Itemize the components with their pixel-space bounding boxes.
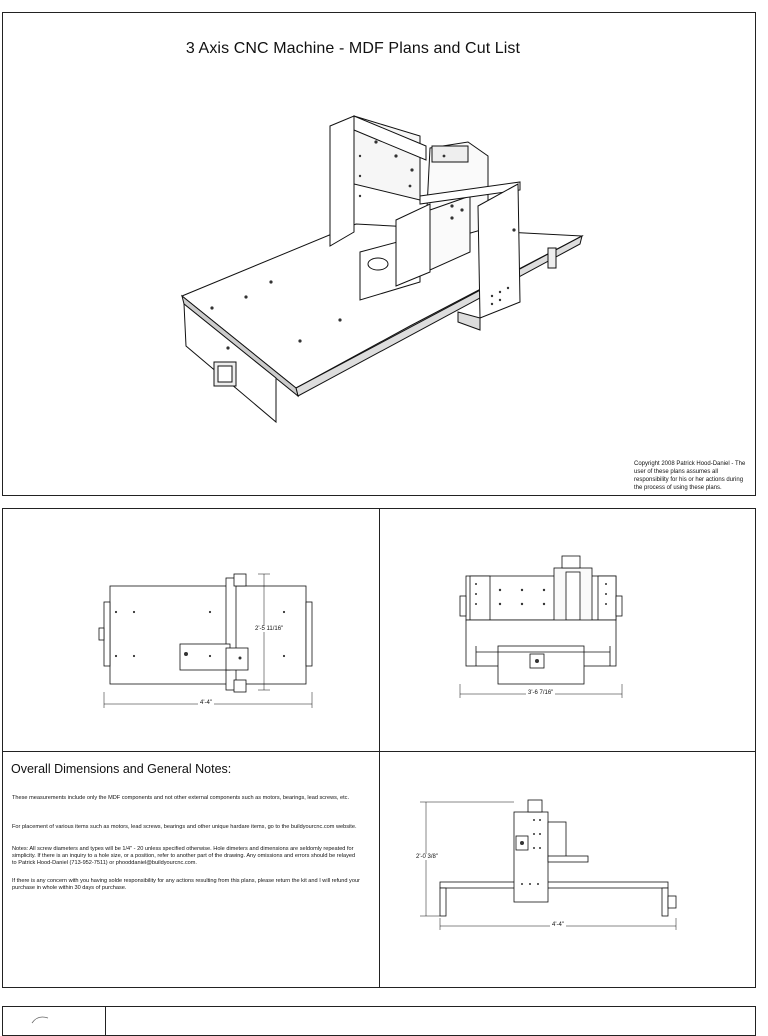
side-view-height-dimension: 2'-0 3/8" (416, 854, 438, 860)
top-view-width-dimension: 4'-4" (200, 700, 212, 706)
side-view-table (440, 882, 668, 888)
notes-heading: Overall Dimensions and General Notes: (11, 762, 232, 776)
logo-icon (30, 1014, 50, 1024)
front-view-width-dimension: 3'-6 7/16" (528, 690, 554, 696)
copyright-notice: Copyright 2008 Patrick Hood-Daniel - The user of these plans assumes all responsibility for his or her actions during the process of using these plans. (634, 461, 746, 491)
title-block-divider (105, 1006, 106, 1036)
side-view-width-dimension: 4'-4" (552, 922, 564, 928)
page-title: 3 Axis CNC Machine - MDF Plans and Cut List (185, 40, 521, 57)
notes-paragraph-1: These measurements include only the MDF components and not other external components such as motors, bearings, lead screws, etc. (12, 795, 350, 801)
top-view-height-dimension: 2'-5 11/16" (255, 626, 284, 632)
notes-paragraph-2: For placement of various items such as motors, lead screws, bearings and other unique hardare items, go to the buildyourcnc.com website. (12, 824, 357, 830)
notes-paragraph-3: Notes: All screw diameters and types will be 1/4" - 20 unless specified otherwise. Hole dimeters and dimensions are seldomly repeated for simplicity. If there is an inquiry to a hole size, or a position, refer to another part of the drawing. Any omissions and errors should be relayed to Patrick Hood-Daniel (713-952-7511) or phooddaniel@buildyourcnc.com. (12, 846, 356, 866)
notes-paragraph-4: If there is any concern with you having solde responsibility for any actions resulting from this plans, please return the kit and I will refund your purchase in whole within 30 days of purchase. (12, 878, 360, 891)
side-view-gantry-plate (514, 812, 548, 902)
title-block-frame (2, 1006, 756, 1036)
